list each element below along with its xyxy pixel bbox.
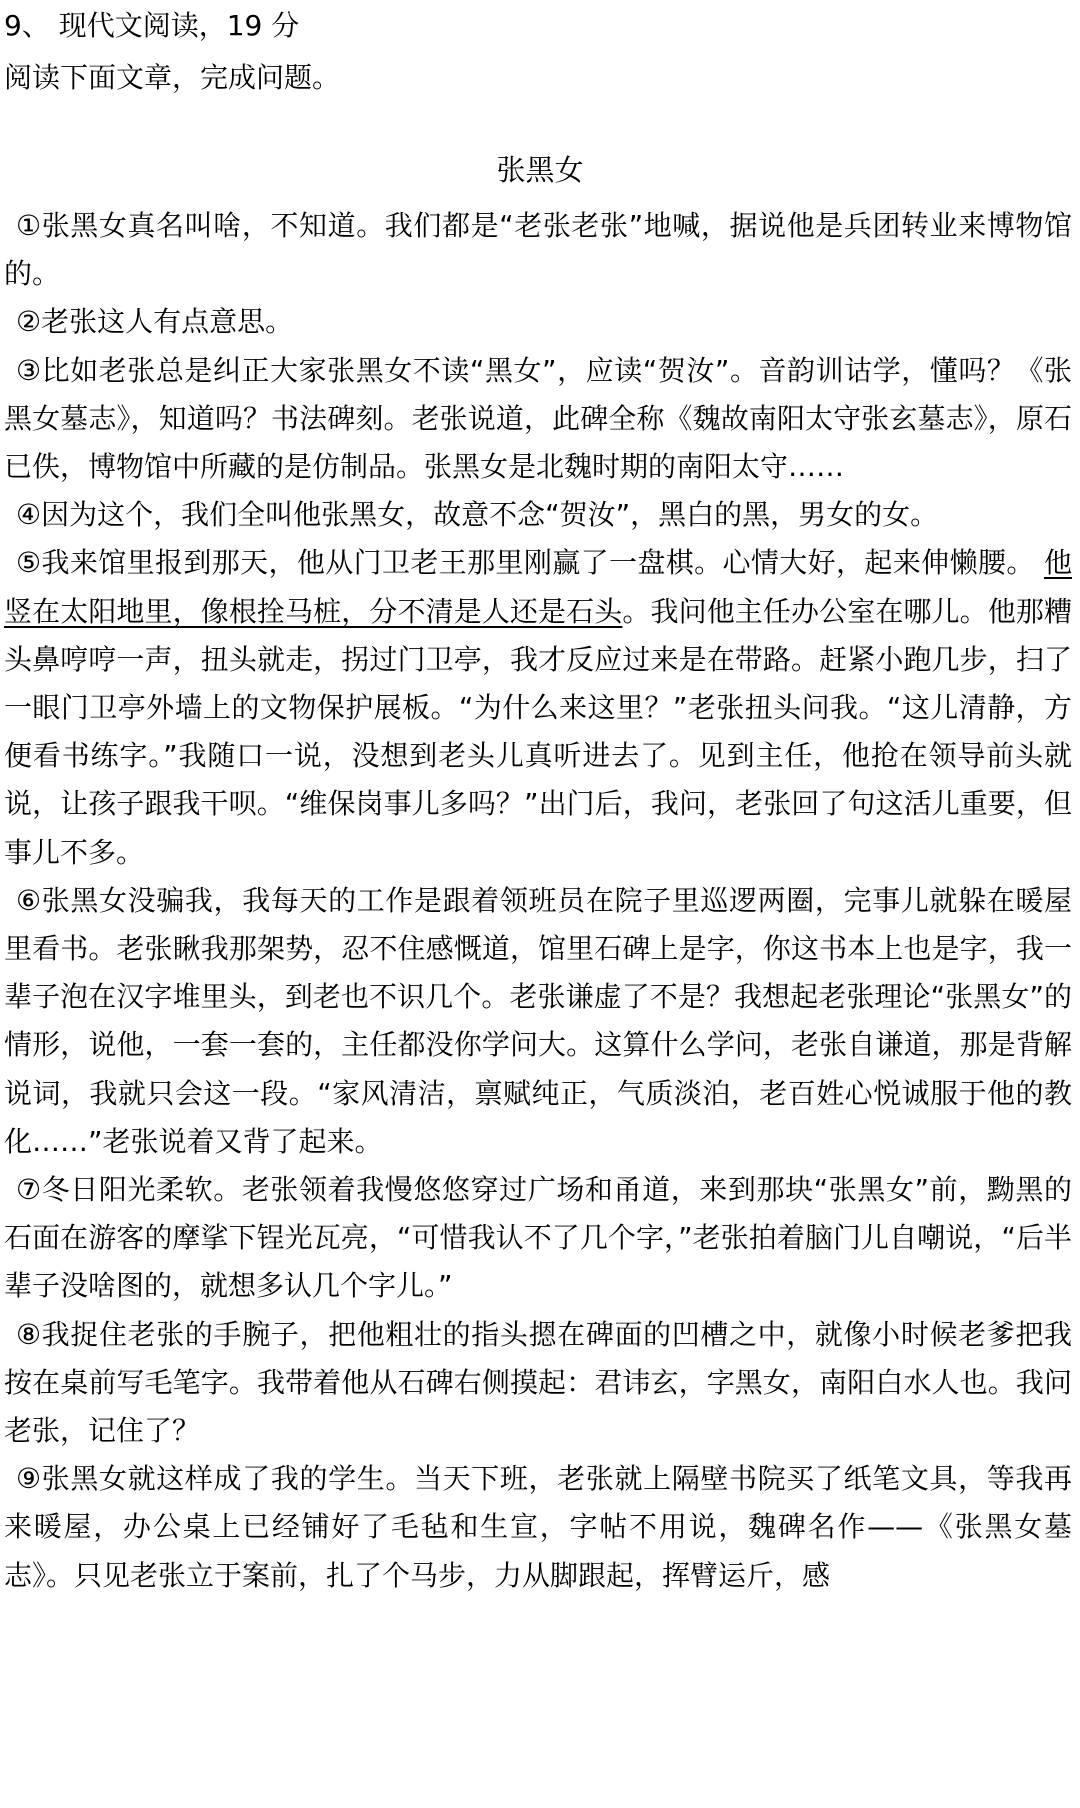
paragraph-1: ①张黑女真名叫啥，不知道。我们都是“老张老张”地喊，据说他是兵团转业来博物馆的。 <box>4 209 1072 291</box>
paragraph-9: ⑨张黑女就这样成了我的学生。当天下班，老张就上隔壁书院买了纸笔文具，等我再来暖屋，办公桌上已经铺好了毛毡和生宣，字帖不用说，魏碑名作——《张黑女墓志》。只见老张立于案前，扎了个马步，力从脚跟起，挥臂运斤，感 <box>4 1462 1072 1592</box>
article-body <box>4 202 1072 1600</box>
paragraph-5-after: 。我问他主任办公室在哪儿。他那糟头鼻哼哼一声，扭头就走，拐过门卫亭，我才反应过来是在带路。赶紧小跑几步，扫了一眼门卫亭外墙上的文物保护展板。“为什么来这里？”老张扭头问我。“这儿清静，方便看书练字。”我随口一说，没想到老头儿真听进去了。见到主任，他抢在领导前头就说，让孩子跟我干呗。“维保岗事儿多吗？”出门后，我问，老张回了句这活儿重要，但事儿不多。 <box>4 594 1072 869</box>
question-instruction: 阅读下面文章，完成问题。 <box>4 61 341 94</box>
paragraph-2: ②老张这人有点意思。 <box>16 305 294 339</box>
paragraph-3: ③比如老张总是纠正大家张黑女不读“黑女”，应读“贺汝”。音韵训诂学，懂吗？《张黑女墓志》，知道吗？书法碑刻。老张说道，此碑全称《魏故南阳太守张玄墓志》，原石已佚，博物馆中所藏的是仿制品。张黑女是北魏时期的南阳太守…… <box>4 353 1072 484</box>
question-header: 9、 现代文阅读，19 分 <box>4 9 300 42</box>
paragraph-5 <box>4 539 1072 876</box>
paragraph-4: ④因为这个，我们全叫他张黑女，故意不念“贺汝”，黑白的黑，男女的女。 <box>16 498 939 532</box>
underlined-sentence: 他竖在太阳地里，像根拴马桩，分不清是人还是石头 <box>4 546 1072 628</box>
paragraph-8: ⑧我捉住老张的手腕子，把他粗壮的指头摁在碑面的凹槽之中，就像小时候老爹把我按在桌前写毛笔字。我带着他从石碑右侧摸起：君讳玄，字黑女，南阳白水人也。我问老张，记住了？ <box>4 1317 1072 1448</box>
paragraph-7: ⑦冬日阳光柔软。老张领着我慢悠悠穿过广场和甬道，来到那块“张黑女”前，黝黑的石面在游客的摩挲下锃光瓦亮，“可惜我认不了几个字，”老张拍着脑门儿自嘲说，“后半辈子没啥图的，就想多认几个字儿。” <box>4 1173 1072 1303</box>
article-title: 张黑女 <box>496 153 584 187</box>
paragraph-5-before: ⑤我来馆里报到那天，他从门卫老王那里刚赢了一盘棋。心情大好，起来伸懒腰。 <box>16 546 1044 580</box>
paragraph-6: ⑥张黑女没骗我，我每天的工作是跟着领班员在院子里巡逻两圈，完事儿就躲在暖屋里看书。老张瞅我那架势，忍不住感慨道，馆里石碑上是字，你这书本上也是字，我一辈子泡在汉字堆里头，到老也不识几个。老张谦虚了不是？我想起老张理论“张黑女”的情形，说他，一套一套的，主任都没你学问大。这算什么学问，老张自谦道，那是背解说词，我就只会这一段。“家风清洁，禀赋纯正，气质淡泊，老百姓心悦诚服于他的教化……”老张说着又背了起来。 <box>4 883 1072 1158</box>
